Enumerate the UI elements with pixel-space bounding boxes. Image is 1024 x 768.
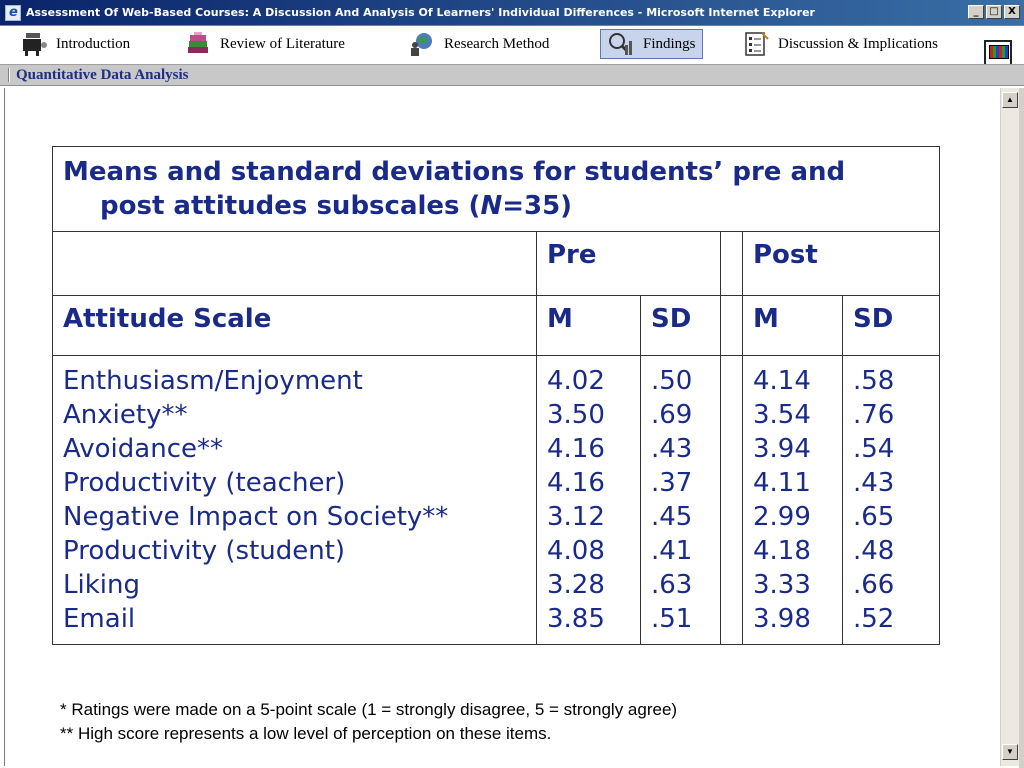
ie-app-icon[interactable]: [5, 5, 21, 21]
col-header-post-sd: SD: [843, 296, 940, 356]
pre-sd-cell: .37: [651, 468, 693, 498]
post-sd-cell: .65: [853, 502, 895, 532]
footnote-2: ** High score represents a low level of perception on these items.: [60, 724, 552, 743]
post-sd-column: [843, 356, 940, 645]
post-sd-cell: .58: [853, 366, 895, 396]
table-body-row: [53, 356, 940, 645]
post-m-cell: 2.99: [753, 502, 811, 532]
pre-sd-cell: .63: [651, 570, 693, 600]
nav-item-findings[interactable]: [600, 29, 703, 59]
post-sd-cell: .54: [853, 434, 895, 464]
table-caption: [53, 147, 940, 232]
pre-m-cell: 4.16: [547, 434, 605, 464]
pre-m-cell: 4.16: [547, 468, 605, 498]
pre-sd-cell: .43: [651, 434, 693, 464]
pre-sd-cell: .50: [651, 366, 693, 396]
nav-label-review-of-literature: Review of Literature: [220, 35, 345, 52]
footnote-1: * Ratings were made on a 5-point scale (1 = strongly disagree, 5 = strongly agree): [60, 700, 678, 719]
section-header-divider: [8, 68, 10, 82]
scale-cell: Enthusiasm/Enjoyment: [63, 366, 363, 396]
group-header-empty: [53, 232, 537, 296]
pre-m-cell: 4.02: [547, 366, 605, 396]
window-right-border: [1019, 88, 1024, 768]
pre-sd-cell: .45: [651, 502, 693, 532]
nav-item-review-of-literature[interactable]: [178, 29, 351, 59]
col-header-post-m: M: [743, 296, 843, 356]
scale-column: [53, 356, 537, 645]
scale-cell: Productivity (student): [63, 536, 346, 566]
group-header-pre: Pre: [537, 232, 721, 296]
caption-n-symbol: N: [480, 191, 503, 221]
books-icon: [184, 31, 212, 57]
post-m-cell: 3.94: [753, 434, 811, 464]
window-title: Assessment Of Web-Based Courses: A Discussion And Analysis Of Learners' Individual Differences - Microsoft Internet Explorer: [26, 6, 815, 19]
vertical-scrollbar[interactable]: [1000, 88, 1019, 766]
minimize-button[interactable]: _: [968, 5, 984, 19]
statistics-table: [52, 146, 940, 645]
column-header-row: [53, 296, 940, 356]
col-header-spacer: [721, 296, 743, 356]
post-sd-cell: .66: [853, 570, 895, 600]
scale-cell: Negative Impact on Society**: [63, 502, 449, 532]
caption-line-2: [63, 189, 929, 223]
post-m-cell: 3.33: [753, 570, 811, 600]
caption-line-2-pre: post attitudes subscales (: [100, 191, 481, 221]
scroll-down-button[interactable]: ▼: [1002, 744, 1018, 760]
monitor-icon[interactable]: [984, 40, 1012, 66]
scale-cell: Avoidance**: [63, 434, 223, 464]
post-m-cell: 3.54: [753, 400, 811, 430]
col-header-pre-sd: SD: [641, 296, 721, 356]
group-header-spacer: [721, 232, 743, 296]
scale-cell: Anxiety**: [63, 400, 188, 430]
pre-sd-cell: .41: [651, 536, 693, 566]
pre-m-cell: 4.08: [547, 536, 605, 566]
window-title-bar: [0, 0, 1024, 26]
nav-label-introduction: Introduction: [56, 35, 131, 52]
pre-sd-cell: .69: [651, 400, 693, 430]
scale-cell: Email: [63, 604, 136, 634]
caption-line-1: Means and standard deviations for students’ pre and: [63, 157, 846, 187]
pre-sd-cell: .51: [651, 604, 693, 634]
scale-cell: Liking: [63, 570, 140, 600]
nav-label-findings: Findings: [643, 35, 696, 52]
post-m-cell: 4.14: [753, 366, 811, 396]
pre-m-cell: 3.28: [547, 570, 605, 600]
group-header-row: [53, 232, 940, 296]
window-controls: [968, 5, 1020, 19]
section-header: [0, 64, 1024, 86]
pre-m-cell: 3.50: [547, 400, 605, 430]
caption-line-2-post: =35): [502, 191, 573, 221]
checklist-icon: [742, 31, 770, 57]
nav-toolbar: [0, 26, 1024, 64]
col-header-pre-m: M: [537, 296, 641, 356]
footnotes: [60, 698, 677, 746]
section-title: Quantitative Data Analysis: [16, 66, 189, 83]
group-header-post: Post: [743, 232, 940, 296]
nav-item-research-method[interactable]: [402, 29, 555, 59]
magnifier-chart-icon: [607, 31, 635, 57]
post-sd-cell: .48: [853, 536, 895, 566]
nav-label-research-method: Research Method: [444, 35, 550, 52]
pre-m-cell: 3.12: [547, 502, 605, 532]
scale-cell: Productivity (teacher): [63, 468, 346, 498]
post-m-cell: 4.11: [753, 468, 811, 498]
nav-item-discussion-implications[interactable]: [736, 29, 944, 59]
post-sd-cell: .52: [853, 604, 895, 634]
post-sd-cell: .76: [853, 400, 895, 430]
pre-sd-column: [641, 356, 721, 645]
pre-m-cell: 3.85: [547, 604, 605, 634]
projector-icon: [20, 31, 48, 57]
close-button[interactable]: X: [1004, 5, 1020, 19]
nav-item-introduction[interactable]: [14, 29, 136, 59]
post-m-cell: 3.98: [753, 604, 811, 634]
table-caption-row: [53, 147, 940, 232]
pre-m-column: [537, 356, 641, 645]
scroll-up-button[interactable]: ▲: [1002, 92, 1018, 108]
post-m-cell: 4.18: [753, 536, 811, 566]
globe-person-icon: [408, 31, 436, 57]
body-spacer: [721, 356, 743, 645]
post-sd-cell: .43: [853, 468, 895, 498]
maximize-button[interactable]: □: [986, 5, 1002, 19]
col-header-attitude-scale: Attitude Scale: [53, 296, 537, 356]
post-m-column: [743, 356, 843, 645]
nav-label-discussion-implications: Discussion & Implications: [778, 35, 938, 52]
